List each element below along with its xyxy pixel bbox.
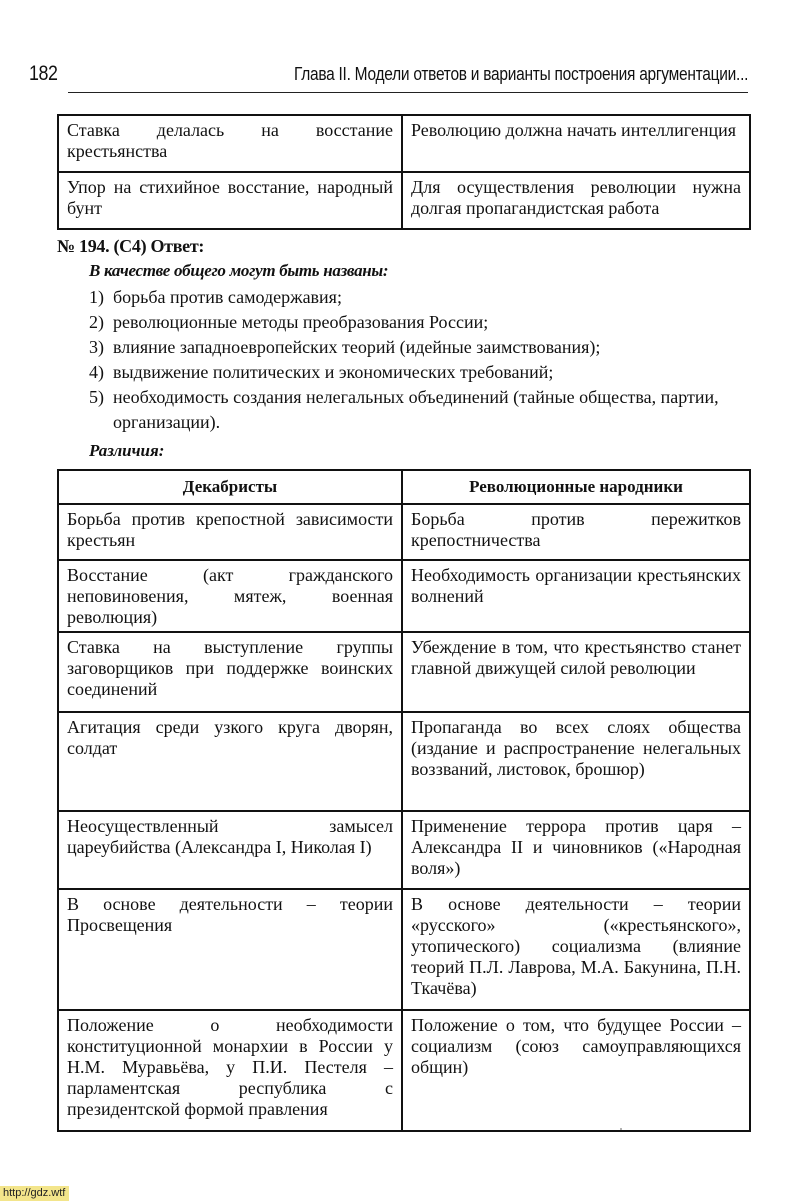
table-row [58, 632, 750, 712]
table-cell-right: Борьба против пережитков крепостничества [402, 504, 750, 560]
list-item-text: революционные методы преобразования России; [113, 312, 489, 332]
table-cell-left: Восстание (акт гражданского неповиновения, мятеж, военная революция) [58, 560, 402, 632]
table-cell-left: Ставка на выступление группы заговорщиков при поддержке воинских соединений [58, 632, 402, 712]
table-cell-left: Положение о необходимости конституционной монархии в России у Н.М. Муравьёва, у П.И. Пестеля – парламентская республика с президентской формой правления [58, 1010, 402, 1131]
table-cell-right: Необходимость организации крестьянских волнений [402, 560, 750, 632]
table-cell-left: В основе деятельности – теории Просвещения [58, 889, 402, 1010]
list-item-text: влияние западноевропейских теорий (идейные заимствования); [113, 337, 601, 357]
table-row [58, 560, 750, 632]
table-cell-right: Убеждение в том, что крестьянство станет главной движущей силой революции [402, 632, 750, 712]
list-item-number: 2) [89, 312, 104, 332]
list-item-number: 3) [89, 337, 104, 357]
header-rule [68, 92, 748, 93]
page-number: 182 [29, 62, 58, 85]
table-row [58, 1010, 750, 1131]
table-row [58, 504, 750, 560]
table-row [58, 172, 750, 229]
list-item [62, 360, 754, 385]
table-cell-left: Борьба против крепостной зависимости крестьян [58, 504, 402, 560]
table-cell-right: Для осуществления революции нужна долгая пропагандистская работа [402, 172, 750, 229]
differences-heading: Различия: [89, 441, 165, 460]
table-row [58, 889, 750, 1010]
table-cell-right: Применение террора против царя – Александра II и чиновников («Народная воля») [402, 811, 750, 889]
table-cell-left: Ставка делалась на восстание крестьянства [58, 115, 402, 172]
common-features-list [62, 285, 754, 435]
differences-table [57, 469, 751, 1132]
continued-comparison-table [57, 114, 751, 230]
list-item-text: выдвижение политических и экономических требований; [113, 362, 554, 382]
list-item-number: 5) [89, 387, 104, 407]
table-cell-right: В основе деятельности – теории «русского» («крестьянского», утопического) социализма (влияние теорий П.Л. Лаврова, М.А. Бакунина, П.Н. Ткачёва) [402, 889, 750, 1010]
list-item-number: 1) [89, 287, 104, 307]
table-cell-right: Революцию должна начать интеллигенция [402, 115, 750, 172]
table-cell-right: Пропаганда во всех слоях общества (издание и распространение нелегальных воззваний, листовок, брошюр) [402, 712, 750, 811]
table-cell-left: Агитация среди узкого круга дворян, солдат [58, 712, 402, 811]
list-item-text: борьба против самодержавия; [113, 287, 342, 307]
column-header-narodniks: Революционные народники [402, 470, 750, 504]
list-item [62, 310, 754, 335]
list-item-text: необходимость создания нелегальных объединений (тайные общества, партии, организации). [113, 387, 719, 432]
running-title: Глава II. Модели ответов и варианты построения аргументации... [293, 64, 748, 84]
table-cell-left: Упор на стихийное восстание, народный бунт [58, 172, 402, 229]
list-item [62, 335, 754, 360]
common-features-heading: В качестве общего могут быть названы: [89, 261, 389, 280]
table-row [58, 115, 750, 172]
column-header-decembrists: Декабристы [58, 470, 402, 504]
list-item [62, 285, 754, 310]
table-cell-right: Положение о том, что будущее России – социализм (союз самоуправляющихся общин) [402, 1010, 750, 1131]
table-row [58, 811, 750, 889]
table-cell-left: Неосуществленный замысел цареубийства (Александра I, Николая I) [58, 811, 402, 889]
table-row [58, 712, 750, 811]
list-item-number: 4) [89, 362, 104, 382]
scan-speck [620, 1128, 622, 1130]
table-header-row [58, 470, 750, 504]
answer-heading: № 194. (С4) Ответ: [57, 236, 205, 256]
list-item [62, 385, 754, 435]
watermark-link[interactable]: http://gdz.wtf [0, 1186, 69, 1201]
